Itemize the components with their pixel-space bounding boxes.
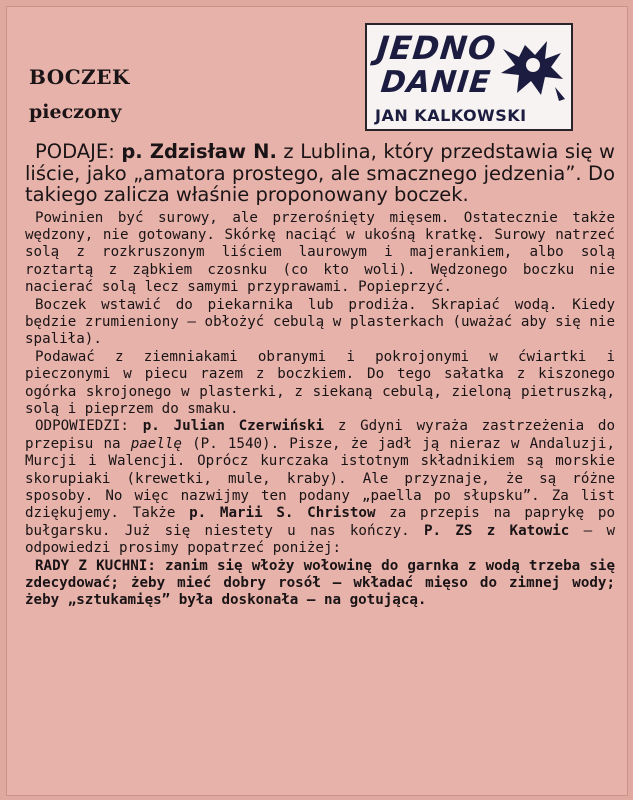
lead-label: PODAJE: xyxy=(35,140,115,163)
recipe-heading xyxy=(29,65,130,123)
lead-text: z Lublina, który przedstawia się w liście, jako „amatora prostego, ale smacznego jedzenia”. Do takiego zalicza właśnie proponowany boczek. xyxy=(25,140,616,206)
recipe-subtitle: pieczony xyxy=(29,101,122,123)
paragraph-preparation: Powinien być surowy, ale przerośnięty mięsem. Ostatecznie także wędzony, nie gotowany. Skórkę naciąć w ukośną kratkę. Surowy natrzeć solą z rozkruszonym liściem laurowym i majerankiem, albo solą roztartą z ząbkiem czosnku (co kto woli). Wędzonego boczku nie nacierać solą lecz samymi przyprawami. Popieprzyć. xyxy=(25,209,615,296)
answer-text-3: za przepis na paprykę po bułgarsku. Już się niestety u nas kończy. xyxy=(25,505,615,539)
lead-paragraph xyxy=(25,141,615,206)
logo-author: JAN KALKOWSKI xyxy=(375,106,527,125)
kitchen-tips: RADY Z KUCHNI: zanim się włoży wołowinę do garnka z wodą trzeba się zdecydować; żeby mieć dobry rosół — wkładać mięso do zimnej wody; żeby „sztukamięs” była doskonała — na gotującą. xyxy=(25,557,615,609)
recipe-title: BOCZEK xyxy=(29,65,130,89)
paragraph-baking: Boczek wstawić do piekarnika lub prodiża. Skrapiać wodą. Kiedy będzie zrumieniony — obłożyć cebulą w plasterkach (uważać aby się nie spaliła). xyxy=(25,296,615,348)
logo-word-jedno: JEDNO xyxy=(375,29,499,67)
answer-name-3: P. ZS z Katowic xyxy=(423,522,570,539)
article-body xyxy=(25,141,615,610)
paragraph-kitchen-tips xyxy=(25,558,615,610)
column-logo xyxy=(365,23,573,131)
answer-text-4: — w odpowiedzi prosimy popatrzeć poniżej: xyxy=(25,522,616,557)
newspaper-clipping xyxy=(6,6,628,796)
answer-name-2: p. Marii S. Christow xyxy=(189,505,376,522)
answers-label: ODPOWIEDZI: xyxy=(35,418,129,435)
chef-figure-icon xyxy=(495,35,567,105)
lead-name: p. Zdzisław N. xyxy=(121,140,277,163)
logo-word-danie: DANIE xyxy=(379,65,493,100)
answer-text-1: z Gdyni wyraża zastrzeżenia do przepisu na xyxy=(25,418,615,452)
paragraph-answers xyxy=(25,418,615,557)
answer-name-1: p. Julian Czerwiński xyxy=(142,418,325,435)
paragraph-serving: Podawać z ziemniakami obranymi i pokrojonymi w ćwiartki i pieczonymi w piecu razem z boczkiem. Do tego sałatka z kiszonego ogórka skrojonego w plasterki, z siekaną cebulą, zieloną pietruszką, solą i pieprzem do smaku. xyxy=(25,348,615,417)
answer-dish: paellę xyxy=(130,435,182,452)
answer-text-2: (P. 1540). Pisze, że jadł ją nieraz w Andaluzji, Murcji i Walencji. Oprócz kurczaka istotnym składnikiem są morskie skorupiaki (krewetki, mule, kraby). Ale przyznaje, że są różne sposoby. No więc nazwijmy ten podany „paella po słupsku”. Za list dziękujemy. Także xyxy=(25,435,615,522)
